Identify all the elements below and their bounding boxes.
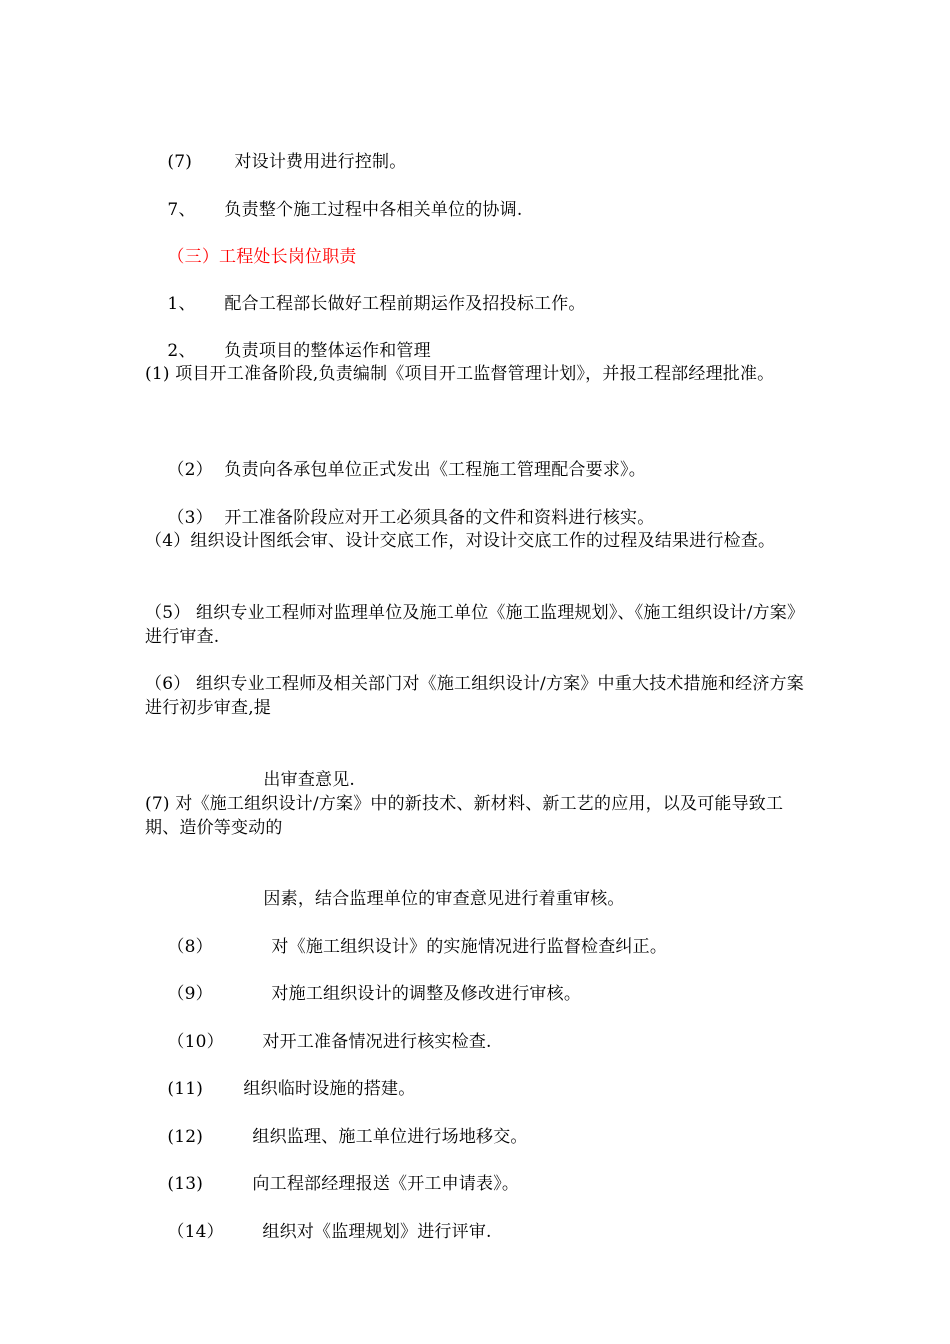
item-text: 组织监理、施工单位进行场地移交。 (252, 1127, 528, 1147)
sub-item-4 (145, 529, 810, 553)
item-label: (12) (167, 1127, 204, 1147)
item-label: （9） (167, 984, 213, 1004)
item-text: （5） 组织专业工程师对监理单位及施工单位《施工监理规划》、《施工组织设计/方案》进行审查. (145, 603, 805, 647)
item-text: 负责整个施工过程中各相关单位的协调. (224, 200, 523, 220)
item-label: (7) (167, 152, 193, 172)
item-text: 负责项目的整体运作和管理 (224, 341, 431, 361)
item-label: (13) (167, 1174, 204, 1194)
item-label: （3） (167, 508, 213, 528)
sub-item-14 (145, 1196, 810, 1268)
sub-item-7 (145, 792, 810, 840)
item-text: 组织对《监理规划》进行评审. (262, 1222, 492, 1242)
item-text: 对施工组织设计的调整及修改进行审核。 (271, 984, 582, 1004)
item-label: （2） (167, 460, 213, 480)
sub-item-1 (145, 362, 810, 386)
item-text: 向工程部经理报送《开工申请表》。 (252, 1174, 520, 1194)
section-heading-text: （三）工程处长岗位职责 (167, 247, 357, 267)
sub-item-6 (145, 672, 810, 720)
item-text: 对开工准备情况进行核实检查. (262, 1032, 492, 1052)
sub-item-5 (145, 601, 810, 649)
item-text: 配合工程部长做好工程前期运作及招投标工作。 (224, 294, 586, 314)
item-label: 1、 (167, 294, 196, 314)
item-label: （8） (167, 937, 213, 957)
item-label: （10） (167, 1032, 224, 1052)
item-text: 出审查意见. (263, 770, 356, 790)
item-text: 因素，结合监理单位的审查意见进行着重审核。 (263, 889, 625, 909)
item-text: （4）组织设计图纸会审、设计交底工作，对设计交底工作的过程及结果进行检查。 (145, 531, 776, 551)
item-label: 7、 (167, 200, 196, 220)
item-label: (11) (167, 1079, 204, 1099)
item-text: 负责向各承包单位正式发出《工程施工管理配合要求》。 (224, 460, 646, 480)
item-text: 开工准备阶段应对开工必须具备的文件和资料进行核实。 (224, 508, 655, 528)
item-label: 2、 (167, 341, 196, 361)
item-label: （14） (167, 1222, 224, 1242)
item-text: (7) 对《施工组织设计/方案》中的新技术、新材料、新工艺的应用，以及可能导致工期、造价等变动的 (145, 794, 784, 838)
item-text: 对《施工组织设计》的实施情况进行监督检查纠正。 (271, 937, 668, 957)
item-text: 组织临时设施的搭建。 (243, 1079, 416, 1099)
item-text: 对设计费用进行控制。 (234, 152, 407, 172)
item-text: （6） 组织专业工程师及相关部门对《施工组织设计/方案》中重大技术措施和经济方案进行初步审查,提 (145, 674, 804, 718)
item-text: (1) 项目开工准备阶段,负责编制《项目开工监督管理计划》，并报工程部经理批准。 (145, 364, 775, 384)
